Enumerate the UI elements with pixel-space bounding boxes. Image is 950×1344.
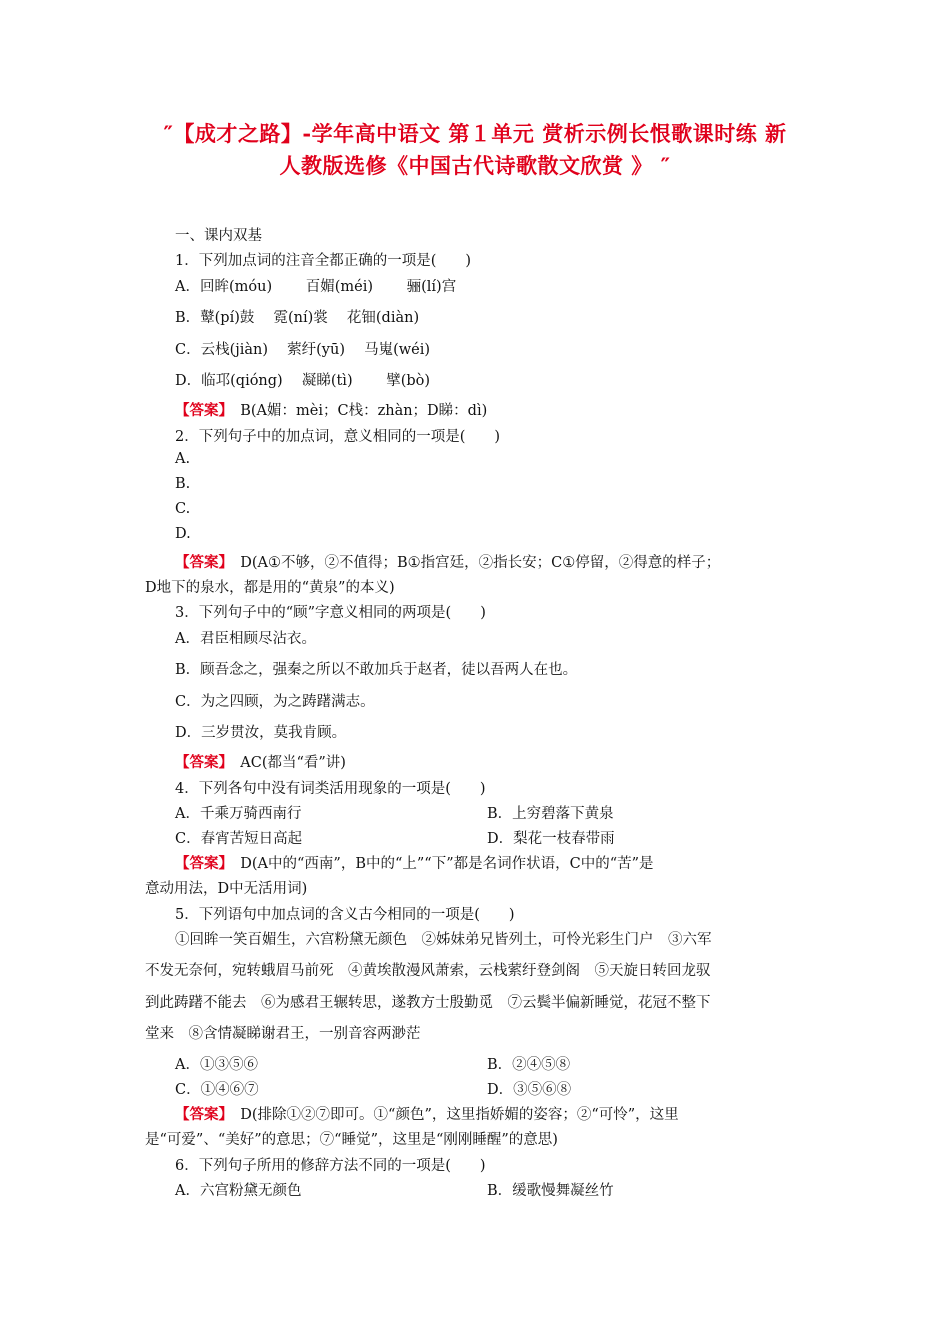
- q4-option-b: B．上穷碧落下黄泉: [487, 806, 614, 822]
- answer-text: B(A媚：mèi；C栈：zhàn；D睇：dì): [225, 403, 488, 419]
- q5-option-c: C．①④⑥⑦: [175, 1082, 259, 1098]
- q3-option-d: D．三岁贯汝，莫我肯顾。: [175, 725, 347, 741]
- document-title: [80, 118, 870, 182]
- q2-option-d: D.: [175, 526, 191, 542]
- q5-answer-line-2: 是“可爱”、“美好”的意思；⑦“睡觉”，这里是“刚刚睡醒”的意思): [145, 1132, 558, 1148]
- answer-label: 【答案】: [175, 1106, 226, 1123]
- answer-text: D(A①不够，②不值得；B①指宫廷，②指长安；C①停留，②得意的样子；: [225, 555, 721, 571]
- q1-answer: [175, 399, 487, 420]
- answer-text: AC(都当“看”讲): [225, 755, 346, 771]
- q2-answer-line-2: D地下的泉水，都是用的“黄泉”的本义): [145, 580, 395, 596]
- q2-option-b: B.: [175, 476, 191, 492]
- answer-label: 【答案】: [175, 754, 226, 771]
- question-2: 2．下列句子中的加点词，意义相同的一项是( ): [175, 429, 501, 445]
- q1-option-d: D．临邛(qióng) 凝睇(tì) 擘(bò): [175, 373, 431, 389]
- q6-option-b: B．缓歌慢舞凝丝竹: [487, 1183, 614, 1199]
- q1-option-c: C．云栈(jiàn) 萦纡(yū) 马嵬(wéi): [175, 342, 431, 358]
- q1-option-a: A．回眸(móu) 百媚(méi) 骊(lí)宫: [175, 279, 457, 295]
- title-line-2: 人教版选修《中国古代诗歌散文欣赏 》 ″: [279, 153, 671, 178]
- q3-answer: [175, 751, 346, 772]
- q2-option-c: C.: [175, 501, 191, 517]
- question-3: 3．下列句子中的“顾”字意义相同的两项是( ): [175, 605, 486, 621]
- q3-option-c: C．为之四顾，为之踌躇满志。: [175, 694, 375, 710]
- q5-answer-line-1: [175, 1103, 679, 1124]
- q2-answer-line-1: [175, 551, 720, 572]
- q5-option-b: B．②④⑤⑧: [487, 1057, 571, 1073]
- answer-label: 【答案】: [175, 554, 226, 571]
- q5-text-line-1: ①回眸一笑百媚生，六宫粉黛无颜色 ②姊妹弟兄皆列土，可怜光彩生门户 ③六军: [175, 932, 712, 948]
- q5-text-line-4: 堂来 ⑧含情凝睇谢君王，一别音容两渺茫: [145, 1026, 421, 1042]
- title-line-1: ″【成才之路】-学年高中语文 第１单元 赏析示例长恨歌课时练 新: [163, 121, 787, 146]
- q4-option-a: A．千乘万骑西南行: [175, 806, 302, 822]
- q4-option-d: D．梨花一枝春带雨: [487, 831, 615, 847]
- q1-option-b: B．鼙(pí)鼓 霓(ní)裳 花钿(diàn): [175, 310, 420, 326]
- answer-label: 【答案】: [175, 855, 226, 872]
- answer-text: D(排除①②⑦即可。①“颜色”，这里指娇媚的姿容；②“可怜”，这里: [225, 1107, 679, 1123]
- q2-option-a: A.: [175, 451, 191, 467]
- q5-option-d: D．③⑤⑥⑧: [487, 1082, 572, 1098]
- q5-text-line-2: 不发无奈何，宛转蛾眉马前死 ④黄埃散漫风萧索，云栈萦纡登剑阁 ⑤天旋日转回龙驭: [145, 963, 711, 979]
- q3-option-b: B．顾吾念之，强秦之所以不敢加兵于赵者，徒以吾两人在也。: [175, 662, 578, 678]
- q3-option-a: A．君臣相顾尽沾衣。: [175, 631, 316, 647]
- q6-option-a: A．六宫粉黛无颜色: [175, 1183, 302, 1199]
- answer-text: D(A中的“西南”，B中的“上”“下”都是名词作状语，C中的“苦”是: [225, 856, 654, 872]
- question-5: 5．下列语句中加点词的含义古今相同的一项是( ): [175, 907, 515, 923]
- section-heading: 一、课内双基: [175, 228, 262, 244]
- q5-text-line-3: 到此踌躇不能去 ⑥为感君王辗转思，遂教方士殷勤觅 ⑦云鬓半偏新睡觉，花冠不整下: [145, 995, 711, 1011]
- q5-option-a: A．①③⑤⑥: [175, 1057, 258, 1073]
- answer-label: 【答案】: [175, 402, 226, 419]
- q4-answer-line-2: 意动用法，D中无活用词): [145, 881, 308, 897]
- q4-answer-line-1: [175, 852, 654, 873]
- question-4: 4．下列各句中没有词类活用现象的一项是( ): [175, 781, 486, 797]
- question-1: 1．下列加点词的注音全都正确的一项是( ): [175, 253, 472, 269]
- question-6: 6．下列句子所用的修辞方法不同的一项是( ): [175, 1158, 486, 1174]
- q4-option-c: C．春宵苦短日高起: [175, 831, 303, 847]
